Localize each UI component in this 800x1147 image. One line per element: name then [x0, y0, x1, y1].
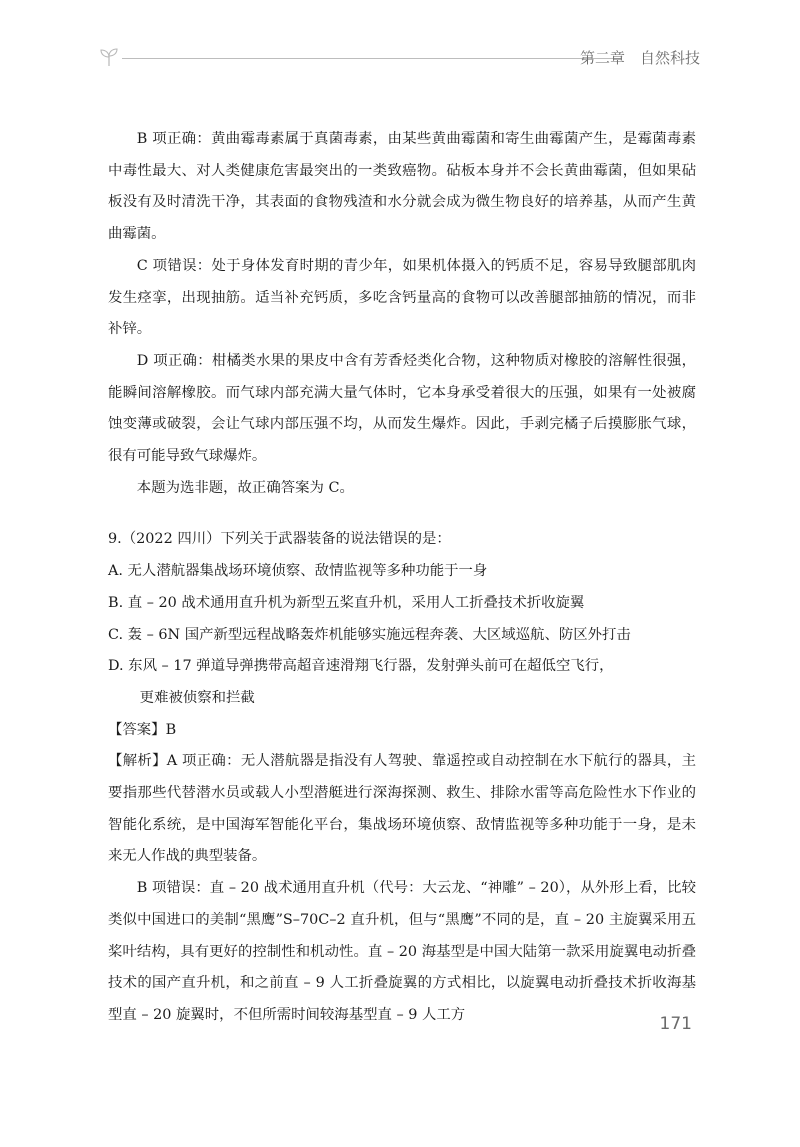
- paragraph-conclusion: 本题为选非题，故正确答案为 C。: [136, 479, 354, 496]
- page-number: 171: [659, 1014, 692, 1034]
- paragraph-option-d-analysis: D 项正确：柑橘类水果的果皮中含有芳香烃类化合物，这种物质对橡胶的溶解性很强，能瞬间溶解橡胶。而气球内部充满大量气体时，它本身承受着很大的压强，如果有一处被腐蚀变薄或破裂，会让气球内部压强不均，从而发生爆炸。因此，手剥完橘子后摸膨胀气球，很有可能导致气球爆炸。: [108, 352, 696, 465]
- analysis-label: 【解析】: [108, 753, 167, 770]
- option-d-continued: 更难被侦察和拦截: [139, 689, 255, 706]
- option-a: A. 无人潜航器集战场环境侦察、敌情监视等多种功能于一身: [108, 563, 488, 580]
- paragraph-option-b-analysis: B 项正确：黄曲霉毒素属于真菌毒素，由某些黄曲霉菌和寄生曲霉菌产生，是霉菌毒素中毒性最大、对人类健康危害最突出的一类致癌物。砧板本身并不会长黄曲霉菌，但如果砧板没有及时清洗干净，其表面的食物残渣和水分就会成为微生物良好的培养基，从而产生黄曲霉菌。: [108, 131, 696, 243]
- question-stem: 9.（2022 四川）下列关于武器装备的说法错误的是：: [108, 531, 451, 548]
- option-b: B. 直 – 20 战术通用直升机为新型五桨直升机，采用人工折叠技术折收旋翼: [108, 594, 585, 611]
- page-body: [108, 124, 696, 1032]
- analysis-option-b: B 项错误：直 – 20 战术通用直升机（代号：大云龙、“神雕” – 20），从外形上看，比较类似中国进口的美制“黑鹰”S–70C–2 直升机，但与“黑鹰”不同的是，直 – 20 主旋翼采用五桨叶结构，具有更好的控制性和机动性。直 – 20 海基型是中国大陆第一款采用旋翼电动折叠技术的国产直升机，和之前直 – 9 人工折叠旋翼的方式相比，以旋翼电动折叠技术折收海基型直 – 20 旋翼时，不但所需时间较海基型直 – 9 人工方: [108, 880, 696, 1023]
- spacer: [108, 504, 696, 524]
- option-c: C. 轰 – 6N 国产新型远程战略轰炸机能够实施远程奔袭、大区域巡航、防区外打击: [108, 626, 631, 643]
- running-header: [98, 46, 700, 70]
- answer-value: B: [165, 721, 177, 738]
- paragraph-option-c-analysis: C 项错误：处于身体发育时期的青少年，如果机体摄入的钙质不足，容易导致腿部肌肉发生痉挛，出现抽筋。适当补充钙质，多吃含钙量高的食物可以改善腿部抽筋的情况，而非补锌。: [108, 257, 696, 338]
- answer-line: [108, 715, 696, 747]
- chapter-title: 第二章 自然科技: [579, 49, 700, 67]
- header-rule: [122, 58, 622, 59]
- analysis-paragraph: [108, 746, 696, 873]
- sprout-icon: [98, 46, 120, 68]
- answer-label: 【答案】: [108, 721, 166, 738]
- option-d: D. 东风 – 17 弹道导弹携带高超音速滑翔飞行器，发射弹头前可在超低空飞行，: [108, 658, 614, 675]
- analysis-text: A 项正确：无人潜航器是指没有人驾驶、靠遥控或自动控制在水下航行的器具，主要指那些代替潜水员或载人小型潜艇进行深海探测、救生、排除水雷等高危险性水下作业的智能化系统，是中国海军智能化平台，集战场环境侦察、敌情监视等多种功能于一身，是未来无人作战的典型装备。: [108, 753, 696, 865]
